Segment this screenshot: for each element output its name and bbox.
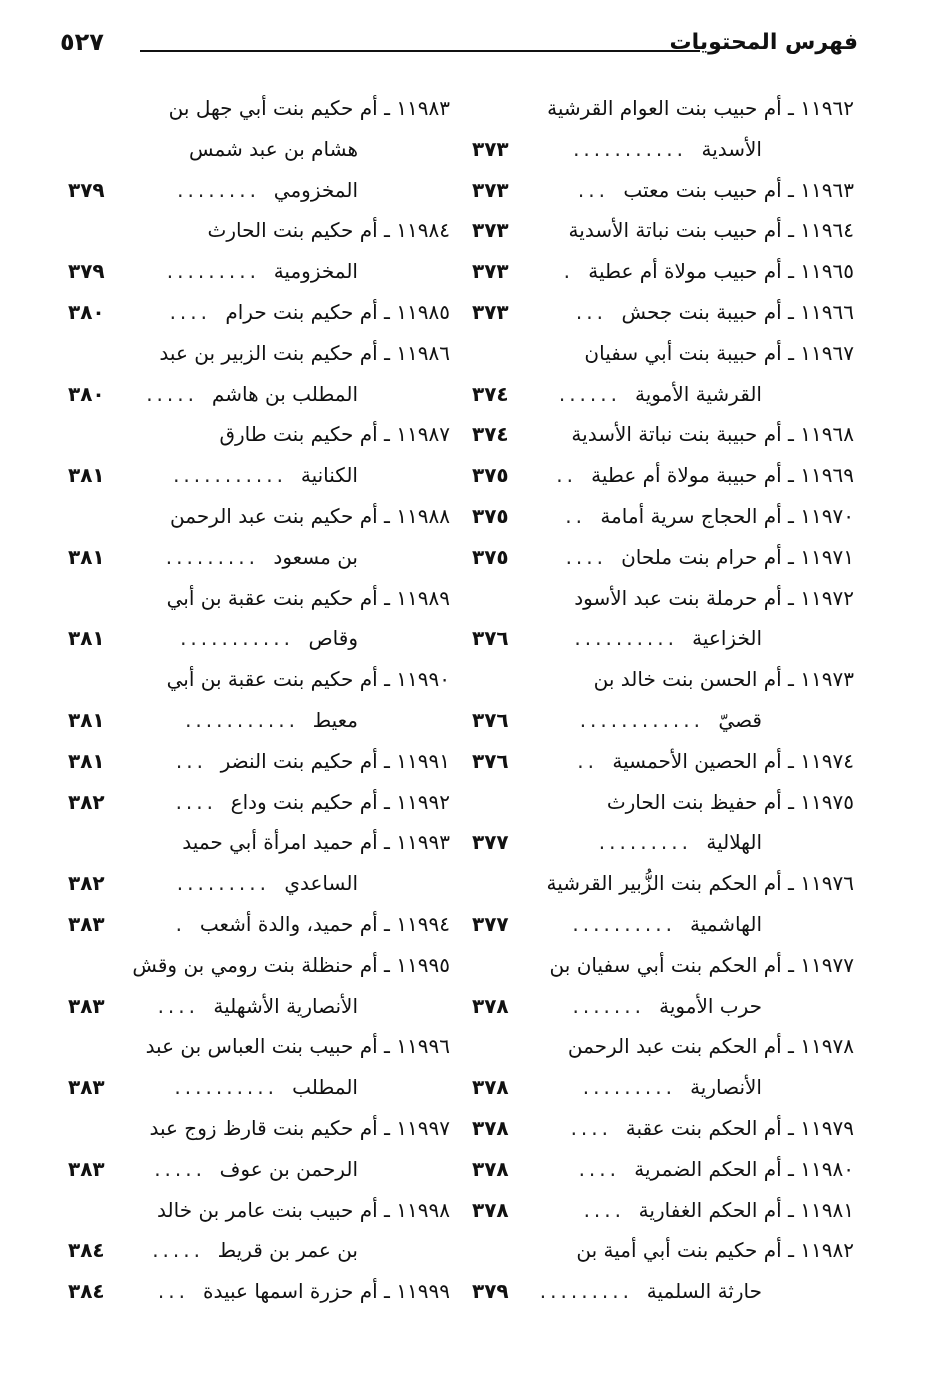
leader-dots: .... (175, 789, 217, 814)
leader-dots: .......... (174, 1075, 278, 1100)
toc-entry (66, 1108, 450, 1149)
toc-entry (66, 945, 450, 986)
toc-entry-continuation (66, 537, 450, 578)
entry-text: ١١٩٨٩ ـ أم حكيم بنت عقبة بن أبي (166, 585, 450, 610)
leader-dots: .... (169, 299, 211, 324)
entry-text: ١١٩٦٢ ـ أم حبيب بنت العوام القرشية (547, 96, 854, 120)
leader-dots: .. (565, 503, 586, 528)
entry-page-number: ٣٧٤ (472, 422, 509, 447)
toc-entry (66, 1190, 450, 1231)
toc-entry-continuation (470, 986, 854, 1027)
toc-entry-continuation (66, 374, 450, 415)
leader-dots: .......... (572, 911, 676, 936)
leader-dots: .... (157, 993, 199, 1018)
leader-dots: ......... (176, 871, 270, 896)
toc-entry-continuation (470, 822, 854, 863)
toc-entry-continuation (470, 1271, 854, 1312)
entry-text: حارثة السلمية (646, 1279, 762, 1304)
entry-text: ١١٩٧٩ ـ أم الحكم بنت عقبة (625, 1115, 854, 1140)
leader-dots: .... (583, 1197, 625, 1222)
leader-dots: ... (575, 299, 607, 324)
toc-entry (470, 251, 854, 292)
toc-entry-continuation (66, 618, 450, 659)
entry-text: المطلب بن هاشم (211, 381, 358, 406)
toc-entry (66, 904, 450, 945)
entry-text: الساعدي (284, 871, 358, 896)
toc-entry-continuation (66, 1230, 450, 1271)
toc-entry (66, 1271, 450, 1312)
entry-text: ١١٩٧٢ ـ أم حرملة بنت عبد الأسود (574, 585, 854, 610)
leader-dots: .......... (574, 626, 678, 651)
leader-dots: ..... (146, 381, 198, 406)
leader-dots: ...... (558, 381, 621, 406)
entry-text: ١١٩٩٩ ـ أم حزرة اسمها عبيدة (202, 1279, 450, 1304)
entry-page-number: ٣٧٨ (472, 1197, 509, 1222)
leader-dots: ......... (166, 259, 260, 284)
entry-text: الهلالية (706, 830, 762, 855)
entry-page-number: ٣٧٥ (472, 503, 509, 528)
toc-entry-continuation (470, 1067, 854, 1108)
toc-entry (470, 863, 854, 904)
toc-entry (66, 782, 450, 823)
toc-entry (470, 333, 854, 374)
running-title: فهرس المحتويات (669, 30, 858, 55)
toc-entry-continuation (66, 1149, 450, 1190)
entry-text: ١١٩٦٨ ـ أم حبيبة بنت نباتة الأسدية (571, 422, 854, 447)
entry-text: المخزومي (273, 177, 358, 202)
leader-dots: ..... (152, 1238, 204, 1263)
entry-text: ١١٩٧٧ ـ أم الحكم بنت أبي سفيان بن (549, 952, 854, 977)
toc-entry (470, 1026, 854, 1067)
toc-entry (66, 210, 450, 251)
toc-entry-continuation (470, 700, 854, 741)
toc-entry-continuation (66, 700, 450, 741)
entry-text: ١١٩٧٠ ـ أم الحجاج سرية أمامة (600, 503, 854, 528)
entry-text: ١١٩٧٤ ـ أم الحصين الأحمسية (612, 748, 854, 773)
toc-entry (470, 1149, 854, 1190)
toc-entry (470, 1190, 854, 1231)
entry-text: بن مسعود (273, 544, 358, 569)
toc-entry (66, 741, 450, 782)
entry-text: ١١٩٨٨ ـ أم حكيم بنت عبد الرحمن (170, 503, 450, 528)
entry-page-number: ٣٧٣ (472, 218, 509, 243)
leader-dots: . (175, 911, 186, 936)
toc-entry (470, 292, 854, 333)
toc-column-left (66, 88, 450, 1328)
entry-text: الهاشمية (689, 911, 762, 936)
entry-text: الخزاعية (692, 626, 762, 651)
entry-text: ١١٩٩٥ ـ أم حنظلة بنت رومي بن وقش (132, 952, 450, 977)
entry-text: المخزومية (273, 259, 358, 284)
entry-text: ١١٩٨٤ ـ أم حكيم بنت الحارث (207, 218, 450, 243)
toc-entry-continuation (470, 618, 854, 659)
entry-text: المطلب (292, 1075, 358, 1100)
toc-entry-continuation (66, 1067, 450, 1108)
entry-page-number: ٣٧٣ (472, 177, 509, 202)
toc-entry (470, 782, 854, 823)
entry-page-number: ٣٧٩ (472, 1279, 509, 1304)
toc-entry (470, 496, 854, 537)
entry-page-number: ٣٨٠ (68, 299, 105, 324)
entry-text: قصيّ (718, 707, 762, 732)
entry-text: ١١٩٧٥ ـ أم حفيظ بنت الحارث (606, 789, 854, 814)
entry-page-number: ٣٨٤ (68, 1279, 105, 1304)
entry-page-number: ٣٧٨ (472, 1075, 509, 1100)
toc-entry-continuation (66, 129, 450, 170)
toc-entry-continuation (470, 129, 854, 170)
entry-page-number: ٣٨١ (68, 748, 105, 773)
entry-page-number: ٣٨٣ (68, 911, 105, 936)
entry-page-number: ٣٧٣ (472, 259, 509, 284)
entry-text: ١١٩٩٦ ـ أم حبيب بنت العباس بن عبد (145, 1034, 450, 1059)
entry-text: الأنصارية (690, 1075, 762, 1100)
leader-dots: ......... (598, 830, 692, 855)
entry-text: ١١٩٨٣ ـ أم حكيم بنت أبي جهل بن (168, 96, 450, 120)
leader-dots: .... (578, 1156, 620, 1181)
entry-page-number: ٣٨٣ (68, 1156, 105, 1181)
page-header (60, 24, 858, 68)
page-number: ٥٢٧ (60, 28, 104, 56)
toc-entry (470, 88, 854, 129)
entry-page-number: ٣٨٠ (68, 381, 105, 406)
toc-entry-continuation (66, 986, 450, 1027)
entry-text: ١١٩٦٩ ـ أم حبيبة مولاة أم عطية (591, 463, 854, 488)
toc-entry-continuation (66, 251, 450, 292)
leader-dots: ........... (573, 136, 687, 161)
entry-page-number: ٣٨١ (68, 544, 105, 569)
entry-page-number: ٣٧٩ (68, 259, 105, 284)
toc-entry (470, 455, 854, 496)
toc-entry (470, 741, 854, 782)
leader-dots: ......... (165, 544, 259, 569)
entry-page-number: ٣٧٥ (472, 544, 509, 569)
toc-entry (66, 496, 450, 537)
toc-entry-continuation (66, 863, 450, 904)
entry-page-number: ٣٧٩ (68, 177, 105, 202)
leader-dots: ......... (539, 1279, 633, 1304)
toc-entry-continuation (66, 170, 450, 211)
toc-entry (470, 1230, 854, 1271)
entry-text: ١١٩٨٢ ـ أم حكيم بنت أبي أمية بن (576, 1238, 854, 1263)
entry-text: ١١٩٧٨ ـ أم الحكم بنت عبد الرحمن (567, 1034, 854, 1059)
entry-text: وقاص (308, 626, 358, 651)
entry-text: الرحمن بن عوف (219, 1156, 358, 1181)
toc-entry (66, 414, 450, 455)
entry-text: ١١٩٩٧ ـ أم حكيم بنت قارظ زوج عبد (149, 1115, 450, 1140)
toc-entry (470, 578, 854, 619)
entry-page-number: ٣٧٣ (472, 299, 509, 324)
toc-entry (66, 88, 450, 129)
entry-text: القرشية الأموية (635, 381, 762, 406)
toc-entry (66, 822, 450, 863)
entry-text: ١١٩٦٥ ـ أم حبيب مولاة أم عطية (588, 259, 854, 284)
leader-dots: ..... (154, 1156, 206, 1181)
leader-dots: ... (577, 177, 609, 202)
entry-text: ١١٩٩٠ ـ أم حكيم بنت عقبة بن أبي (166, 667, 450, 692)
entry-text: ١١٩٩٢ ـ أم حكيم بنت وداع (230, 789, 450, 814)
leader-dots: ......... (582, 1075, 676, 1100)
entry-text: ١١٩٨٥ ـ أم حكيم بنت حرام (225, 299, 450, 324)
entry-page-number: ٣٨١ (68, 707, 105, 732)
entry-text: ١١٩٧٣ ـ أم الحسن بنت خالد بن (593, 667, 854, 692)
entry-page-number: ٣٨١ (68, 626, 105, 651)
leader-dots: .. (556, 463, 577, 488)
entry-text: ١١٩٦٤ ـ أم حبيب بنت نباتة الأسدية (568, 218, 854, 243)
toc-entry (470, 537, 854, 578)
entry-text: ١١٩٩٨ ـ أم حبيب بنت عامر بن خالد (157, 1197, 450, 1222)
entry-page-number: ٣٧٦ (472, 626, 509, 651)
toc-entry-continuation (470, 374, 854, 415)
toc-entry (470, 210, 854, 251)
entry-text: ١١٩٨١ ـ أم الحكم الغفارية (638, 1197, 854, 1222)
entry-text: الأسدية (701, 136, 762, 161)
entry-text: ١١٩٩١ ـ أم حكيم بنت النضر (220, 748, 450, 773)
toc-entry (470, 1108, 854, 1149)
entry-text: الكنانية (300, 463, 358, 488)
toc-entry (66, 1026, 450, 1067)
entry-page-number: ٣٧٧ (472, 830, 509, 855)
leader-dots: ............ (579, 707, 704, 732)
leader-dots: . (563, 259, 574, 284)
leader-dots: ... (157, 1279, 189, 1304)
entry-text: ١١٩٧١ ـ أم حرام بنت ملحان (621, 544, 854, 569)
leader-dots: .... (565, 544, 607, 569)
entry-page-number: ٣٧٨ (472, 1115, 509, 1140)
toc-entry (470, 945, 854, 986)
entry-text: بن عمر بن قريط (217, 1238, 358, 1263)
leader-dots: ... (175, 748, 207, 773)
entry-text: ١١٩٨٠ ـ أم الحكم الضمرية (634, 1156, 854, 1181)
entry-text: هشام بن عبد شمس (188, 136, 358, 161)
leader-dots: ........... (173, 463, 287, 488)
entry-page-number: ٣٧٨ (472, 1156, 509, 1181)
entry-page-number: ٣٧٨ (472, 993, 509, 1018)
toc-entry (66, 292, 450, 333)
entry-page-number: ٣٨٤ (68, 1238, 105, 1263)
toc-entry (470, 414, 854, 455)
toc-column-right (470, 88, 854, 1328)
entry-page-number: ٣٧٤ (472, 381, 509, 406)
entry-text: ١١٩٧٦ ـ أم الحكم بنت الزُّبير القرشية (546, 871, 854, 896)
leader-dots: .... (570, 1115, 612, 1140)
entry-page-number: ٣٧٦ (472, 748, 509, 773)
leader-dots: ........ (177, 177, 260, 202)
entry-page-number: ٣٨٣ (68, 1075, 105, 1100)
entry-page-number: ٣٨١ (68, 463, 105, 488)
entry-text: ١١٩٨٧ ـ أم حكيم بنت طارق (219, 422, 450, 447)
toc-entry (66, 333, 450, 374)
leader-dots: ....... (572, 993, 645, 1018)
entry-page-number: ٣٧٦ (472, 707, 509, 732)
toc-entry-continuation (470, 904, 854, 945)
toc-entry (66, 578, 450, 619)
entry-page-number: ٣٧٥ (472, 463, 509, 488)
entry-text: ١١٩٨٦ ـ أم حكيم بنت الزبير بن عبد (159, 340, 450, 365)
entry-page-number: ٣٨٢ (68, 789, 105, 814)
entry-text: ١١٩٦٦ ـ أم حبيبة بنت جحش (621, 299, 854, 324)
entry-text: معيط (312, 707, 358, 732)
toc-entry (66, 659, 450, 700)
leader-dots: .. (577, 748, 598, 773)
entry-page-number: ٣٧٣ (472, 136, 509, 161)
leader-dots: ........... (185, 707, 299, 732)
toc-entry (470, 659, 854, 700)
entry-page-number: ٣٧٧ (472, 911, 509, 936)
entry-text: ١١٩٩٣ ـ أم حميد امرأة أبي حميد (182, 830, 450, 855)
entry-page-number: ٣٨٣ (68, 993, 105, 1018)
entry-text: الأنصارية الأشهلية (213, 993, 358, 1018)
entry-text: ١١٩٩٤ ـ أم حميد، والدة أشعب (199, 911, 450, 936)
leader-dots: ........... (180, 626, 294, 651)
toc-entry-continuation (66, 455, 450, 496)
entry-text: ١١٩٦٧ ـ أم حبيبة بنت أبي سفيان (584, 340, 854, 365)
toc-entry (470, 170, 854, 211)
entry-page-number: ٣٨٢ (68, 871, 105, 896)
entry-text: ١١٩٦٣ ـ أم حبيب بنت معتب (623, 177, 854, 202)
header-rule (140, 50, 700, 52)
entry-text: حرب الأموية (659, 993, 762, 1018)
